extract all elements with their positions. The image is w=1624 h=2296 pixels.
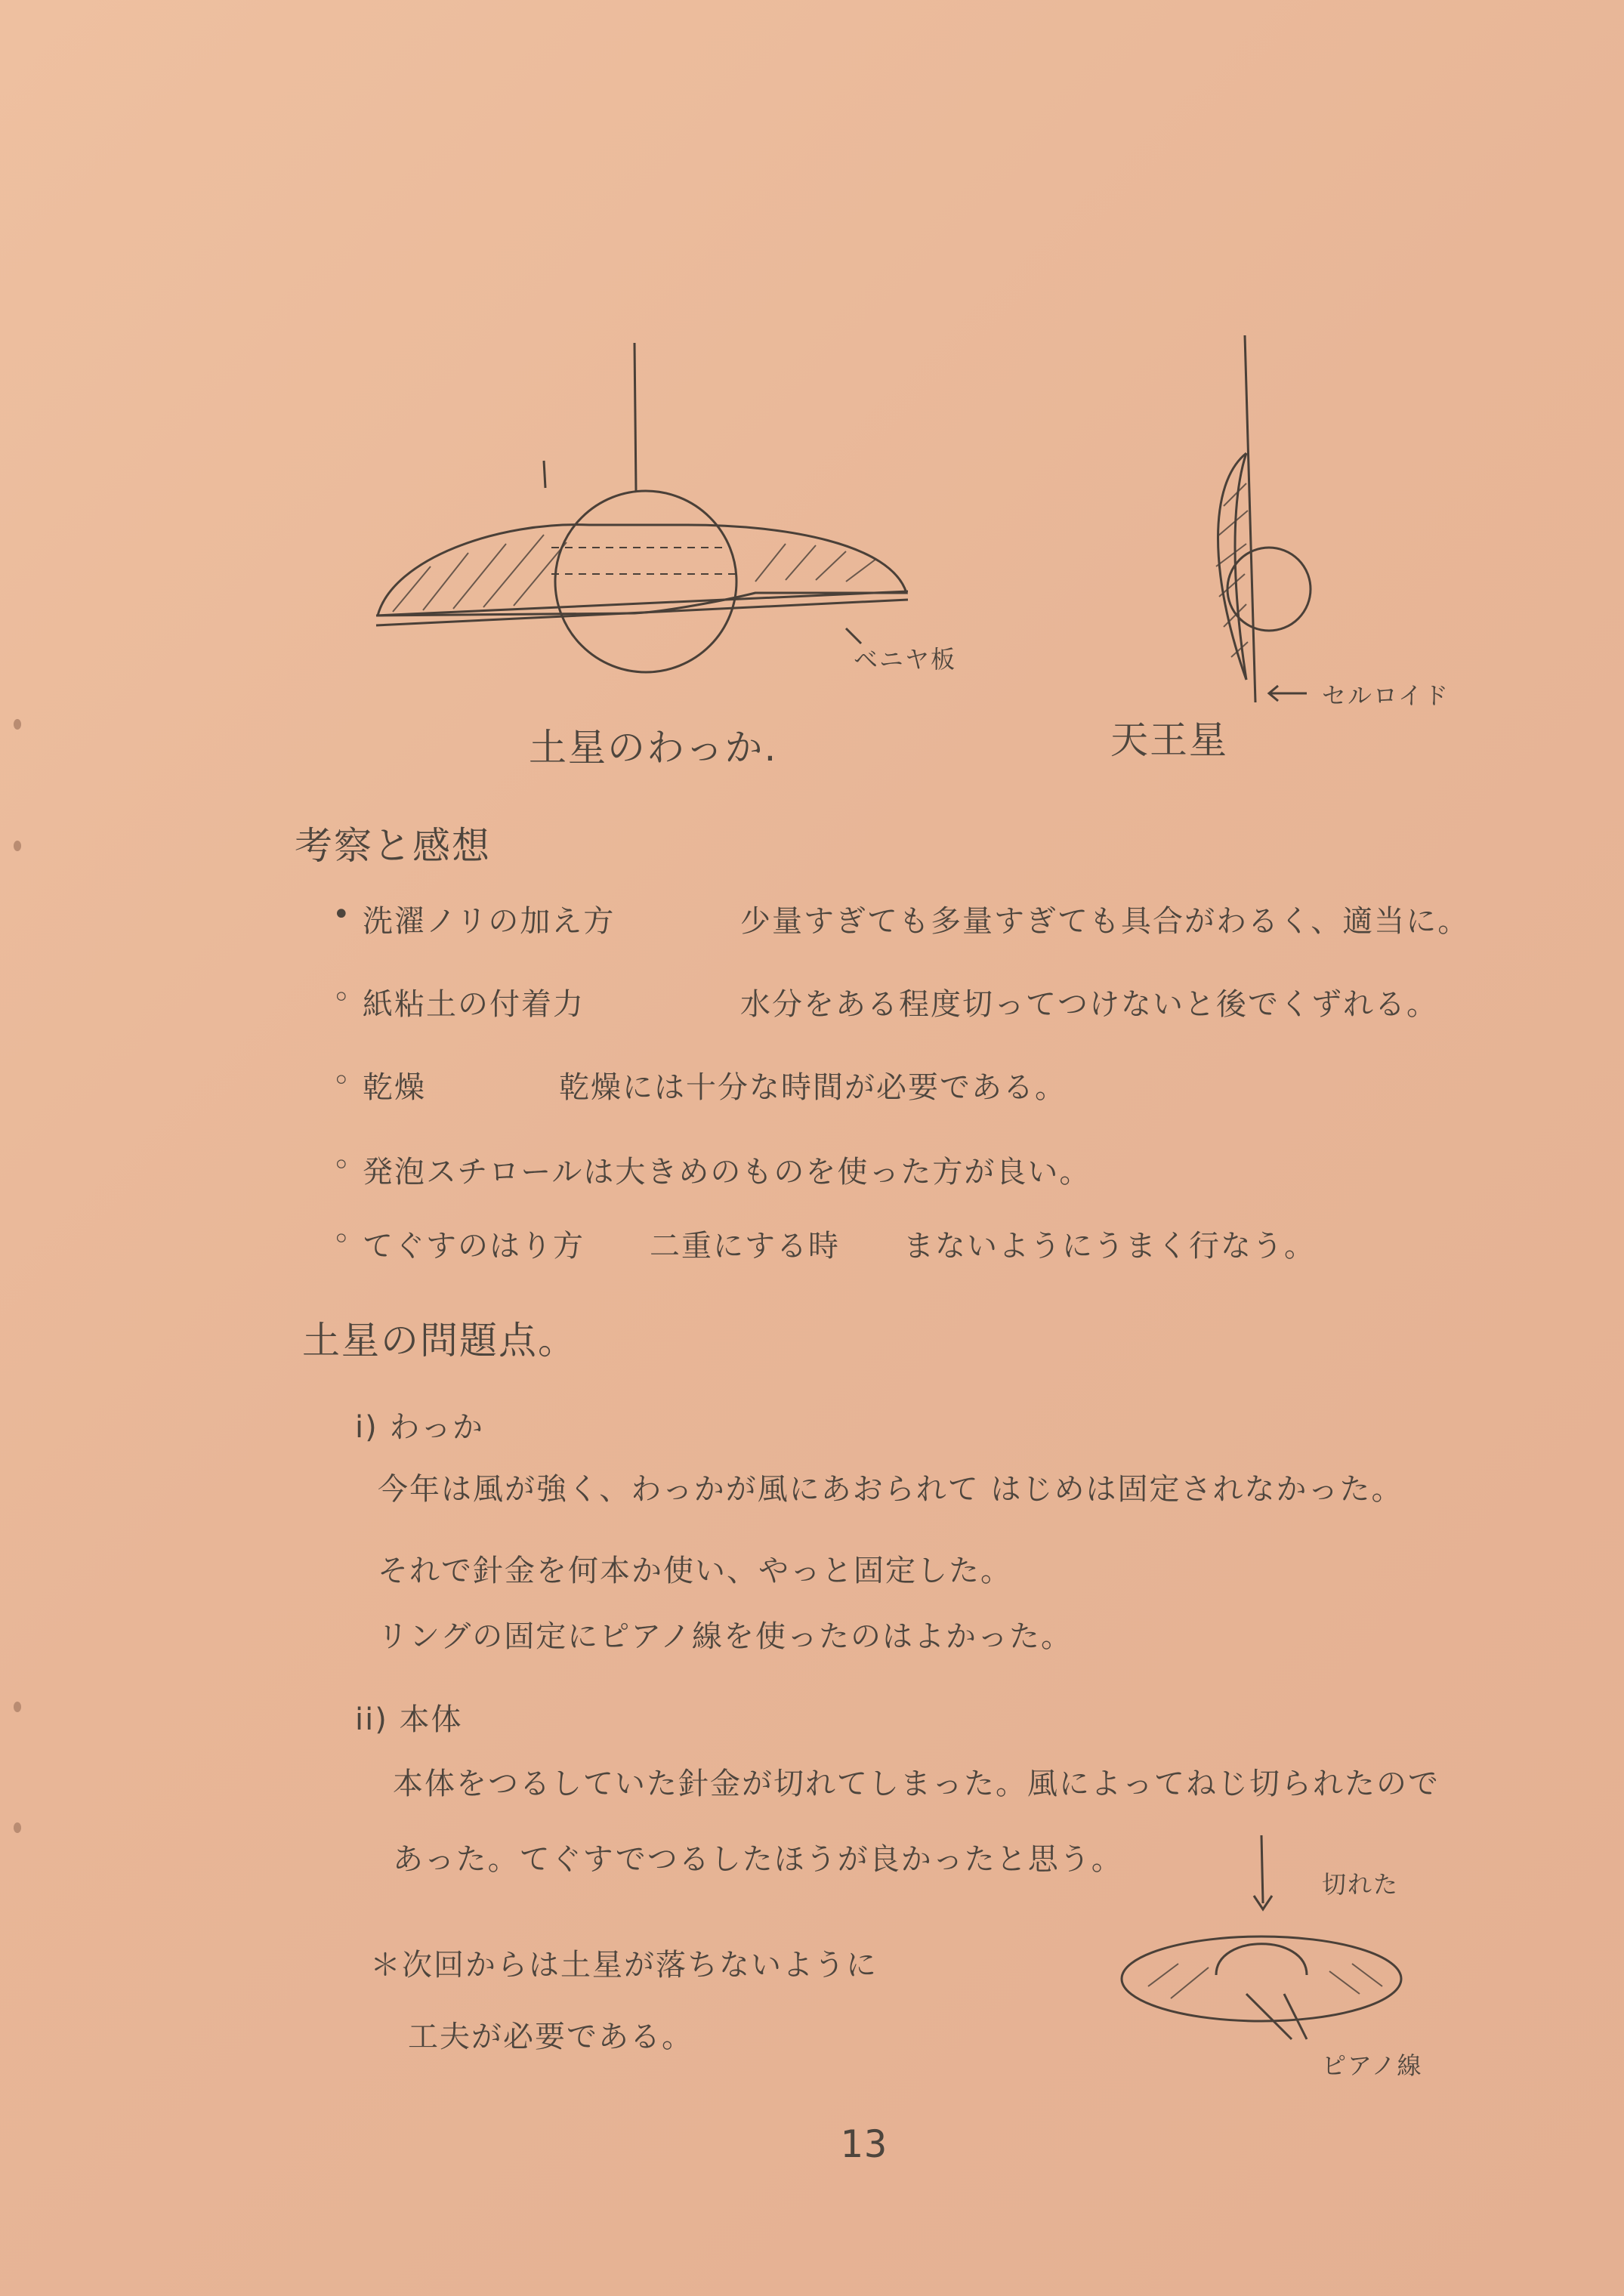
binding-hole (14, 1702, 21, 1712)
ring-line: 今年は風が強く、わっかが風にあおられて はじめは固定されなかった。 (378, 1472, 1403, 1507)
binding-hole (14, 841, 21, 851)
document-page: ベニヤ板 土星のわっか. セルロイド 天王星 考察と感想 • 洗濯ノリの加え方 少量すぎても多量すぎても具合がわるく、適当に。 ◦ 紙粘土の付着力 水分をある程度切ってつけないと後でくずれる。 ◦ 乾燥 乾燥には十分な時間が必要である。 ◦ 発泡スチロールは大きめのものを使った方が良い。 ◦ てぐすのはり方 二重にする時 まないようにうまく行なう。 土星の問題点。 i) わっか 今年は風が強く、わっかが風にあおられて はじめは固定されなかった。 それで針金を何本か使い、やっと固定した。 リングの固定にピアノ線を使ったのはよかった。 ii) 本体 本体をつるしていた針金が切れてしまった。風によってねじ切られたので あった。てぐすでつるしたほうが良かったと思う。 ＊次回からは土星が落ちないように 工夫が必要である。 切れた ピアノ線 13 (0, 0, 1624, 2296)
piano-wire-label: ピアノ線 (1322, 2051, 1423, 2080)
body-line: 本体をつるしていた針金が切れてしまった。風によってねじ切られたので (393, 1767, 1440, 1801)
problems-heading: 土星の問題点。 (302, 1319, 577, 1362)
cut-label: 切れた (1322, 1870, 1400, 1899)
uranus-sketch (1193, 332, 1420, 710)
ring-line: リングの固定にピアノ線を使ったのはよかった。 (378, 1619, 1073, 1654)
note-line: 工夫が必要である。 (408, 2020, 693, 2054)
plywood-label: ベニヤ板 (854, 645, 957, 674)
saturn-caption: 土星のわっか. (529, 726, 778, 770)
broken-wire-sketch (1103, 1820, 1420, 2062)
body-line: あった。てぐすでつるしたほうが良かったと思う。 (393, 1842, 1123, 1877)
ring-subheading: i) わっか (355, 1410, 485, 1445)
page-number: 13 (840, 2122, 889, 2166)
body-subheading: ii) 本体 (355, 1702, 463, 1737)
binding-hole (14, 1822, 21, 1833)
ring-line: それで針金を何本か使い、やっと固定した。 (378, 1554, 1012, 1588)
celluloid-label: セルロイド (1322, 681, 1450, 710)
observations-heading: 考察と感想 (295, 824, 491, 868)
note-line: ＊次回からは土星が落ちないように (370, 1948, 878, 1983)
uranus-caption: 天王星 (1110, 718, 1228, 762)
binding-hole (14, 719, 21, 730)
